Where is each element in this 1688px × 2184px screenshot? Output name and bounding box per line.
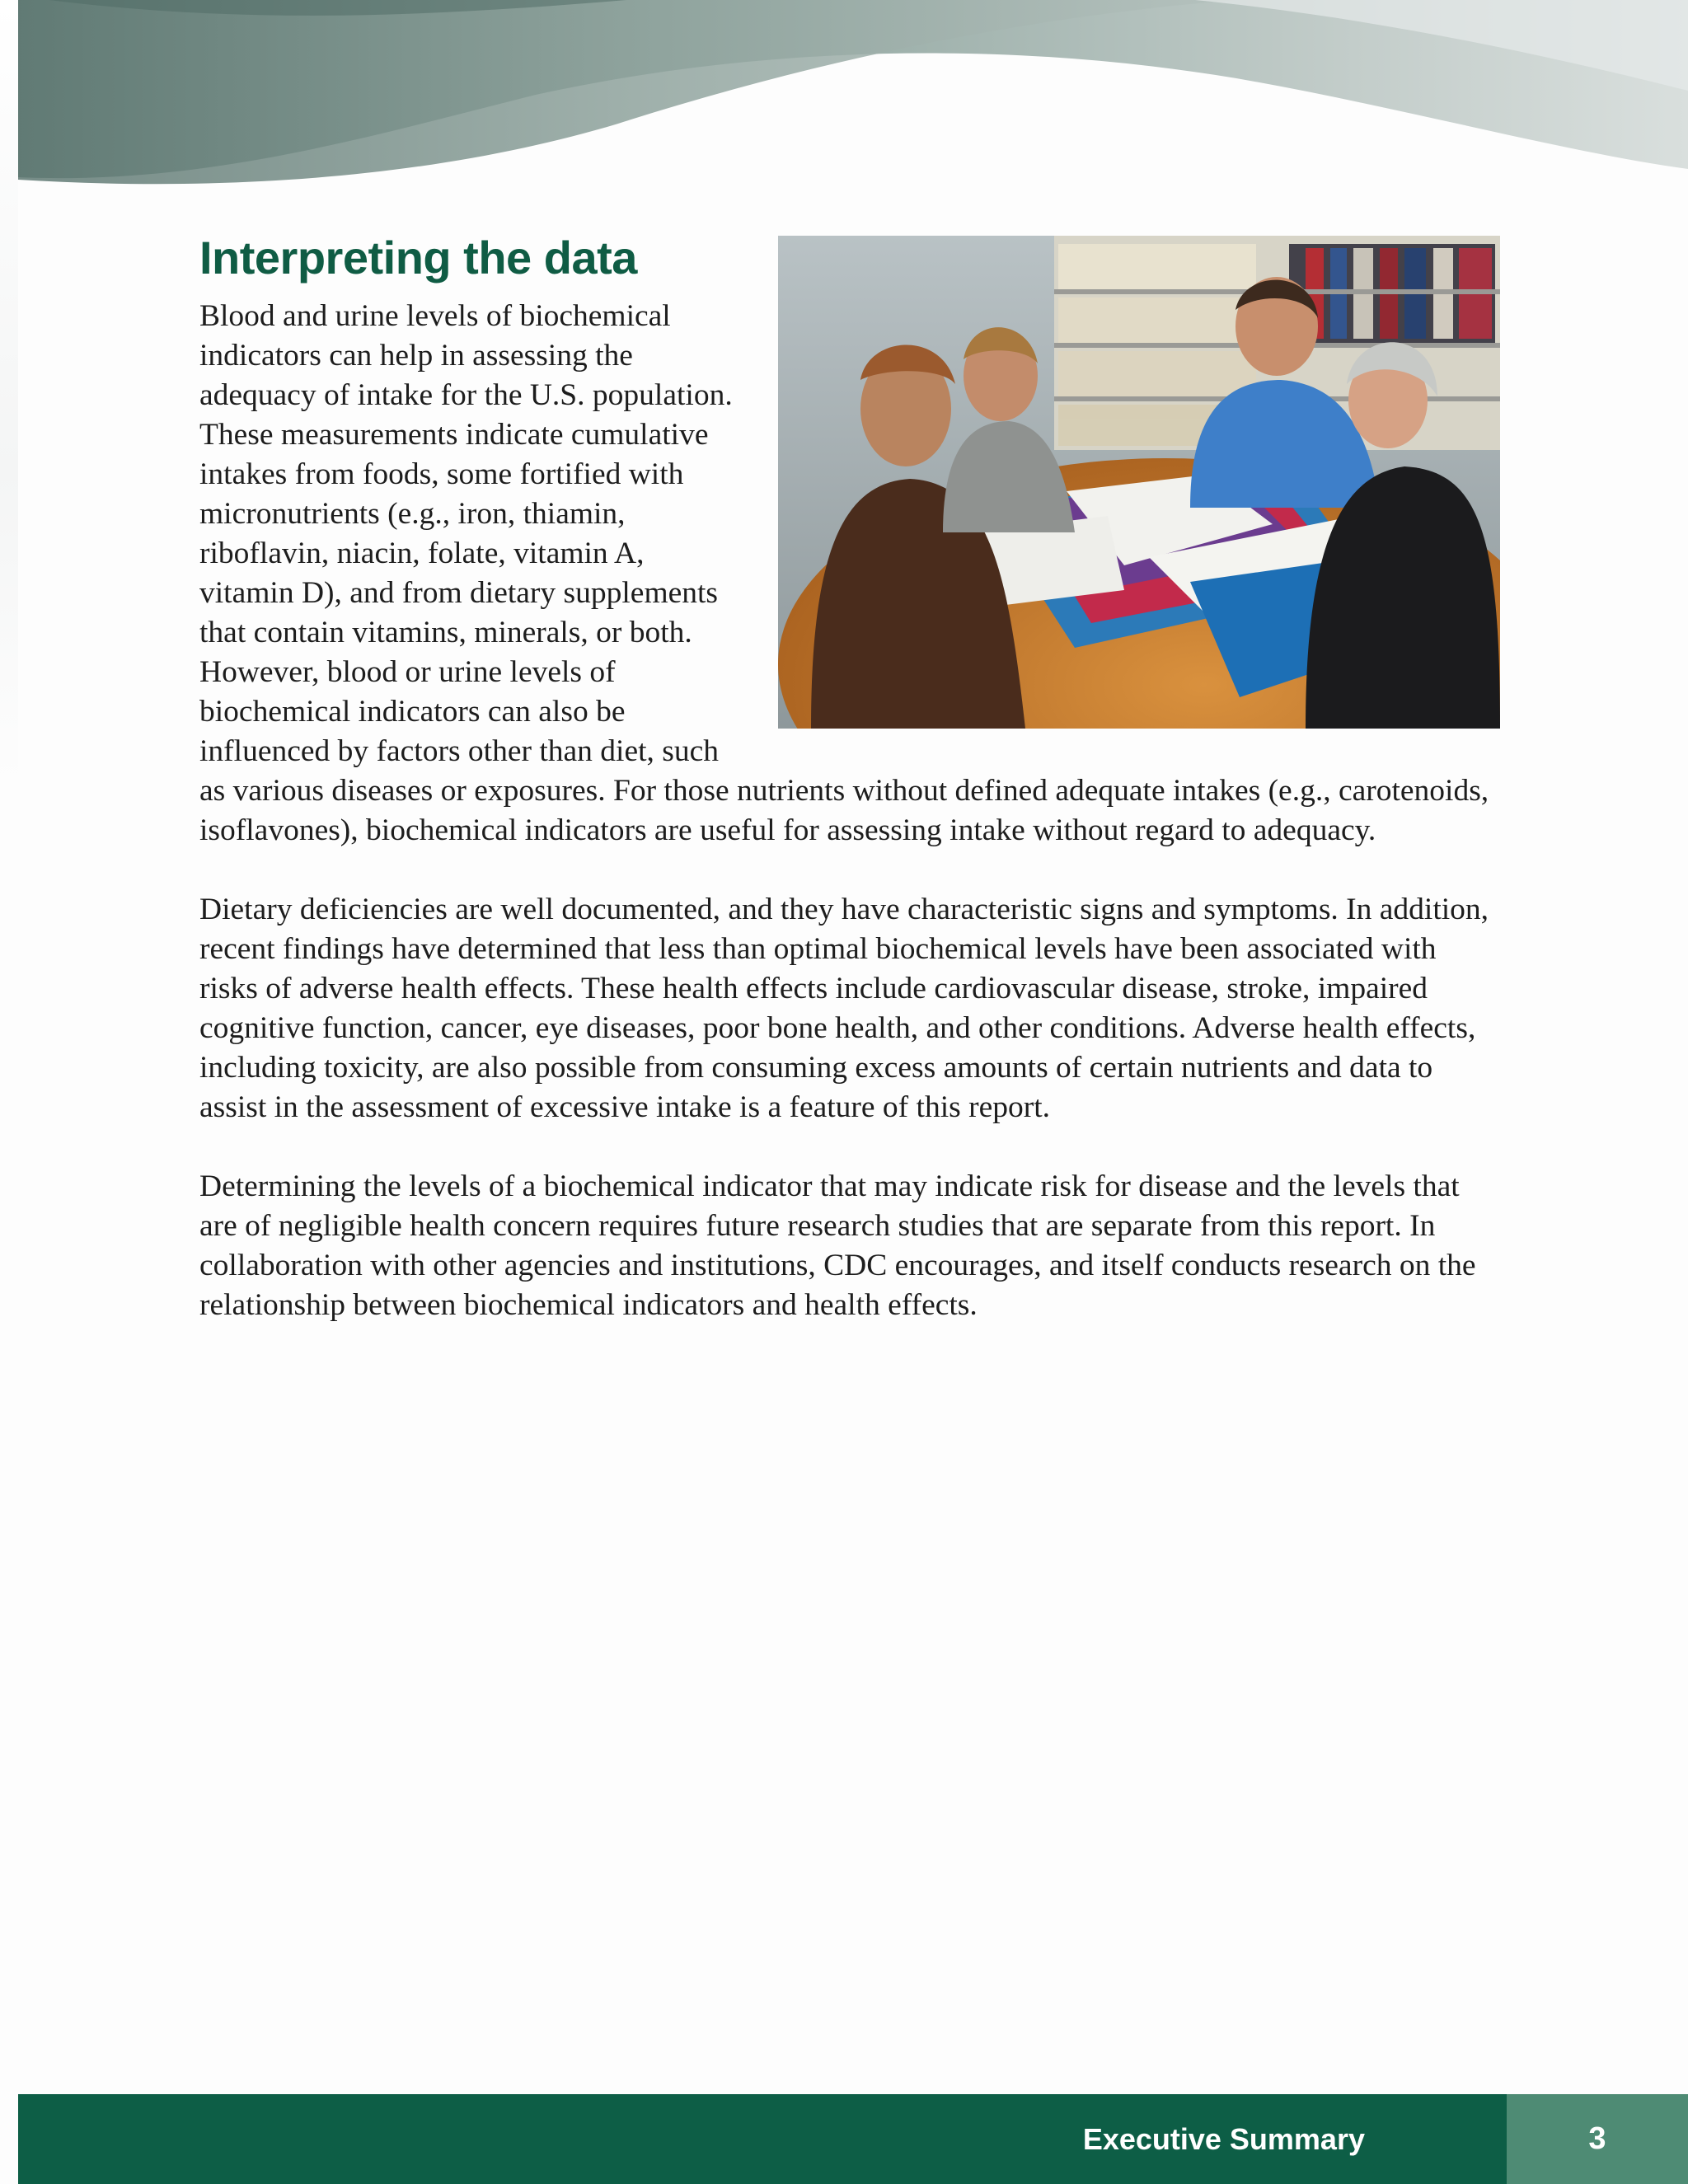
page-footer xyxy=(18,2094,1688,2184)
paragraph-2: Dietary deficiencies are well documented, and they have characteristic signs and symptoms. In addition, recent findings have determined that less than optimal biochemical levels have been associated with risks of adverse health effects. These health effects include cardiovascular disease, stroke, impaired cognitive function, cancer, eye diseases, poor bone health, and other conditions. Adverse health effects, including toxicity, are also possible from consuming excess amounts of certain nutrients and data to assist in the assessment of excessive intake is a feature of this report. xyxy=(199,893,1489,1124)
page-number: 3 xyxy=(1507,2094,1688,2184)
left-margin-strip xyxy=(0,0,18,783)
photo-team-reviewing-documents xyxy=(778,236,1500,729)
section-heading: Interpreting the data xyxy=(199,232,637,284)
footer-section-label: Executive Summary xyxy=(1082,2122,1365,2156)
paragraph-1: Blood and urine levels of biochemical indicators can help in assessing the adequacy of intake for the U.S. population. These measurements indicate cumulative intakes from foods, some fortified with micronutrients (e.g., iron, thiamin, riboflavin, niacin, folate, vitamin A, vitamin D), and from dietary supplements that contain vitamins, minerals, or both. However, blood or urine levels of biochemical indicators can also be influenced by factors other than diet, such as various diseases or exposures. For those nutrients without defined adequate intakes (e.g., carotenoids, isoflavones), biochemical indicators are useful for assessing intake without regard to adequacy. xyxy=(199,299,1489,847)
paragraph-3: Determining the levels of a biochemical indicator that may indicate risk for disease and the levels that are of negligible health concern requires future research studies that are separate from this report. In collaboration with other agencies and institutions, CDC encourages, and itself conducts research on the relationship between biochemical indicators and health effects. xyxy=(199,1169,1476,1322)
article xyxy=(199,223,1500,1365)
header-wave-banner xyxy=(0,0,1688,198)
